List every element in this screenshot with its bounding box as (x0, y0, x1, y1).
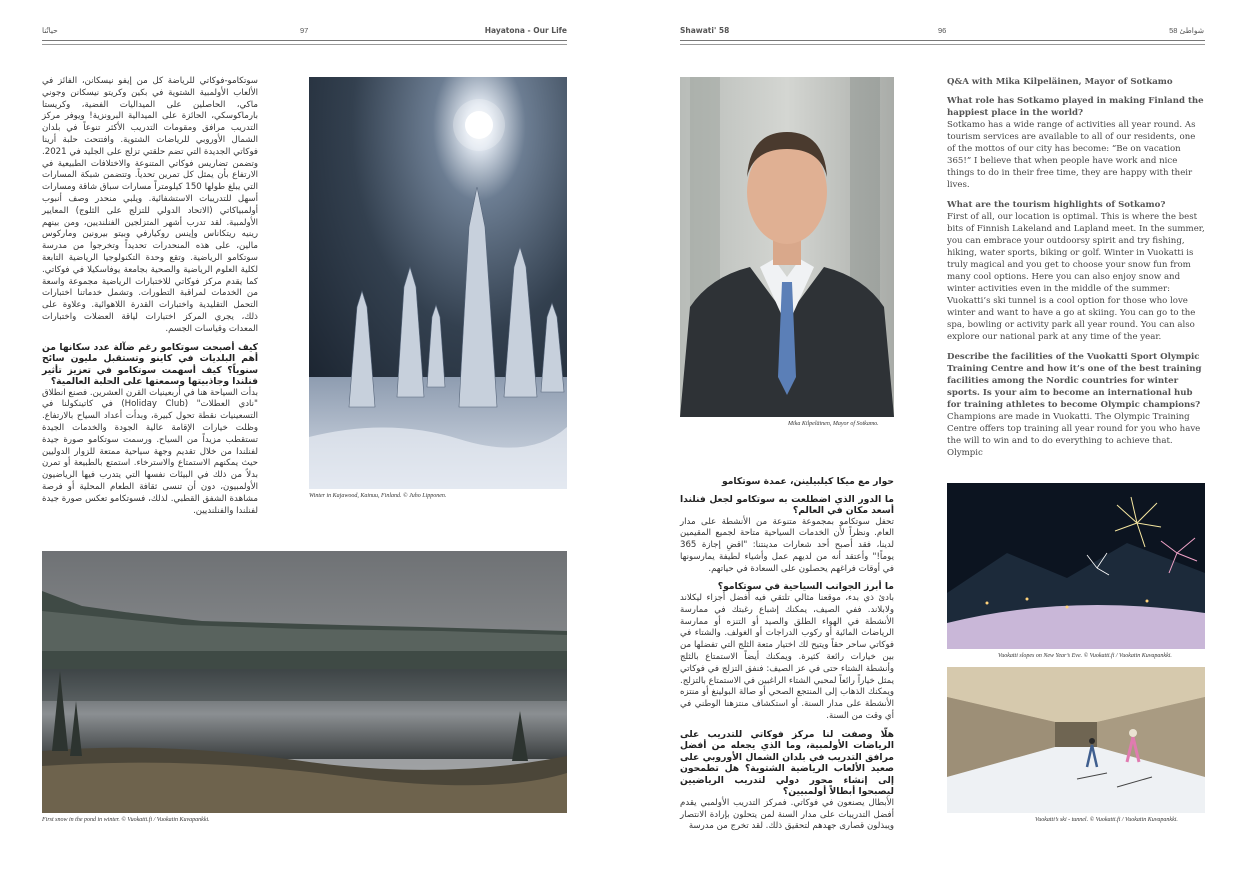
arabic-question-3: هلّا وصفت لنا مركز فوكاتي للتدريب على الرياضات الأولمبية، وما الذي يجعله من أفضل مرافق التدريب في بلدان الشمال الأوروبي على صعيد الألعاب الرياضية الشتوية؟ هل تطمحون إلى إنشاء محور دولي لتدريب الرياضيين ليصبحوا أبطالاً أولمبيين؟ (680, 728, 894, 798)
left-section-label: حياتُنا (42, 26, 58, 35)
ski-tunnel-illustration (947, 667, 1205, 813)
right-page-number: 96 (938, 26, 947, 35)
right-arabic-column (680, 476, 894, 832)
question-2: What are the tourism highlights of Sotkamo? (947, 200, 1166, 210)
arabic-answer-2: بادئ ذي بدء، موقعنا مثالي تلتقي فيه أفضل أجزاء ليكلاند ولابلاند. ففي الصيف، يمكنك إشباع رغبتك في ممارسة الأنشطة في الهواء الطلق والصيد أو التنزه أو ممارسة الرياضات المائية أو ركوب الدراجات أو الغولف. والشتاء في فوكاتي ساحر حقاً ويتيح لك اختيار متعة الثلج التي تفضلها من بين خيارات رائعة كثيرة. ويمكنك أيضاً الاستمتاع بالثلج وأنشطة الشتاء حتى في عز الصيف: فنفق التزلج في فوكاتي يمثل خياراً رائعاً لمحبي الشتاء الراغبين في الاستمتاع بالتزلج. ويمكنك الذهاب إلى المنتجع الصحي أو صالة البولينغ أو منتزه الأنشطة على مدار السنة. أو استكشاف منتزهنا الوطني في أي وقت من السنة. (680, 592, 894, 721)
arabic-interview-title: حوار مع ميكا كيلبيلينن، عمدة سوتكامو (721, 476, 894, 487)
interview-title: Q&A with Mika Kilpeläinen, Mayor of Sotkamo (947, 77, 1173, 87)
arabic-answer-1: تحفل سوتكامو بمجموعة متنوعة من الأنشطة على مدار العام. ونظراً لأن الخدمات السياحية متاحة لجميع المقيمين لدينا، فقد أصبح أحد شعارات مدينتنا: "اقضِ إجازة 365 يوماً!" وأعتقد أنه من لديهم عمل وأشياء لطيفة يمارسونها في أوقات فراغهم يحصلون على السعادة في حياتهم. (680, 516, 894, 574)
right-header-rule-thin (680, 44, 1205, 45)
fireworks-slopes-photo (947, 483, 1205, 649)
mayor-photo-caption: Mika Kilpeläinen, Mayor of Sotkamo. (788, 421, 879, 427)
right-section-label: شواطئ 58 (1169, 26, 1204, 35)
ski-tunnel-photo (947, 667, 1205, 813)
arabic-question-1: ما الدور الذي اضطلعت به سوتكامو لجعل فنلندا أسعد مكان في العالم؟ (680, 493, 894, 516)
left-header-rule-thin (42, 44, 567, 45)
left-arabic-column (42, 76, 258, 516)
right-header-rule (680, 40, 1205, 41)
left-header-rule (42, 40, 567, 41)
question-3: Describe the facilities of the Vuokatti Sport Olympic Training Centre and how it’s one of the best training facilities among the Nordic countries for winter sports. Is your aim to become an international hub for training athletes to become Olympic champions? (947, 352, 1202, 410)
answer-3: Champions are made in Vuokatti. The Olympic Training Centre offers top training all year round for you who have the will to win and to do everything to achieve that. Olympic (947, 412, 1201, 458)
snowy-pond-illustration (42, 551, 567, 813)
fireworks-photo-caption: Vuokatti slopes on New Year’s Eve. © Vuokatti.fi / Vuokatin Kuvapankki. (998, 653, 1172, 659)
arabic-answer-3: الأبطال يصنعون في فوكاتي. فمركز التدريب الأولمبي يقدم أفضل التدريبات على مدار السنة لمن يتحلون بإرادة الانتصار ويبذلون قصارى جهدهم لتحقيق ذلك. لقد تخرج من مدرسة (680, 797, 894, 832)
left-arabic-paragraph-2: بدأت السياحة هنا في أربعينيات القرن العشرين. فصنع انطلاق "نادي العطلات" (Holiday Club) في كاتينكولنا في التسعينيات نقطة تحول كبيرة، وبدأت أعداد السياح بالارتفاع. وظلت خيارات الإقامة عالية الجودة والخدمات الجيدة تستقطب مزيداً من السياح. ورسمت سوتكامو صورة جيدة لفنلندا من خلال تقديم وجهة سياحية ممتعة للزوار الدوليين حيث يمكنهم الاستمتاع والاسترخاء. استمتع بالطبيعة أو تمرن بدلاً من ذلك في البيئات نفسها التي يتدرب فيها الرياضيون الأولمبيون، دون أن تنسى ثقافة الطعام المحلية أو فرصة مشاهدة الشفق القطبي. لذلك، فسوتكامو تعكس صورة جيدة لفنلندا والفنلنديين. (42, 387, 258, 516)
right-magazine-title: Shawati' 58 (680, 26, 730, 35)
answer-1: Sotkamo has a wide range of activities all year round. As tourism services are available to all of our residents, one of the mottos of our city has become: “Be on vacation 365!” I believe that when people have work and nice things to do in their free time, they are happy with their lives. (947, 120, 1196, 190)
winter-forest-illustration (309, 77, 567, 489)
pond-photo-caption: First snow in the pond in winter. © Vuokatti.fi / Vuokatin Kuvapankki. (42, 817, 210, 823)
snowy-pond-photo (42, 551, 567, 813)
arabic-question-2: ما أبرز الجوانب السياحية في سوتكامو؟ (717, 581, 894, 593)
english-interview-column (947, 76, 1205, 458)
mayor-portrait-illustration (680, 77, 894, 417)
left-arabic-question: كيف أصبحت سوتكامو رغم ضآلة عدد سكانها من أهم البلديات في كاينو وتستقبل مليون سائح سنوياً؟ كيف أسهمت سوتكامو في تعزيز تأثير فنلندا وجاذبيتها وسمعتها على الحلبة العالمية؟ (42, 341, 258, 388)
question-1: What role has Sotkamo played in making Finland the happiest place in the world? (947, 96, 1204, 118)
winter-photo-caption: Winter in Kajawood, Kainuu, Finland. © Juho Lipponen. (309, 493, 447, 499)
left-magazine-title: Hayatona - Our Life (484, 26, 567, 35)
fireworks-illustration (947, 483, 1205, 649)
tunnel-photo-caption: Vuokatti’s ski - tunnel. © Vuokatti.fi / Vuokatin Kuvapankki. (1035, 817, 1178, 823)
left-arabic-paragraph-1: سوتكامو-فوكاتي للرياضة كل من إيفو نيسكانن، الفائز في الألعاب الأولمبية الشتوية في بكين وكريتو نيسكانن وجوني ماكي، الحاصلين على الميداليات الفضية، وكريستا بارماكوسكي، الحائزة على الميدالية البرونزية! ويوفر مركز التدريب مرافق ومقومات التدريب الأكثر تنوعاً في بلدان الشمال الأوروبي للرياضات الشتوية. وافتتحت حلبة أرينا فوكاتي الجديدة التي تضم حلقتي تزلج على الجليد في 2021. وتضمن تضاريس فوكاتي المتنوعة والاختلافات الطبيعية في الارتفاع بأن يمثل كل تمرين تحدياً. وتتضمن شبكة المسارات التي يبلغ طولها 150 كيلومتراً مسارات سباق شاقة ومسارات أسهل للتدريبات الاستشفائية. ويلبي منحدر وصف أنبوب أولمبياكاتي (الاتحاد الدولي للتزلج على الثلوج) المعايير الأولمبية. لقد تدرب أشهر المتزلجين الفنلنديين، ومن بينهم رينيه ريتكاناس وإينس روكيارفي وبيتو بيرونين وماركوس مالين، على هذه المنحدرات تحديداً وتخرجوا من مدرسة سوتكامو الرياضية. وتقع وحدة التكنولوجيا الرياضية التابعة لكلية العلوم الرياضية والصحية بجامعة يوفاسكيلا في فوكاتي. كما يقدم مركز فوكاتي للاختبارات الرياضية مجموعة واسعة من الخدمات لمراقبة التطورات. وتشمل خدماتنا اختبارات التحمل التقليدية واختبارات القدرة اللاهوائية. وعلاوة على ذلك، يجري المركز اختبارات لياقة العضلات واختبارات المعدات وقياسات الجسم. (42, 76, 258, 334)
answer-2: First of all, our location is optimal. This is where the best bits of Finnish Lakeland and Lapland meet. In the summer, you can embrace your outdoorsy spirit and try fishing, hiking, water sports, biking or golf. Winter in Vuokatti is truly magical and you get to choose your snow fun from many cool options. Here you can also enjoy snow and winter activities even in the middle of the summer: Vuokatti’s ski tunnel is a cool option for those who love winter and want to have a go at skiing. You can go to the spa, bowling or activity park all year round. You can also explore our national park at any time of the year. (947, 212, 1205, 342)
winter-forest-photo (309, 77, 567, 489)
mayor-portrait-photo (680, 77, 894, 417)
left-page-number: 97 (300, 26, 309, 35)
